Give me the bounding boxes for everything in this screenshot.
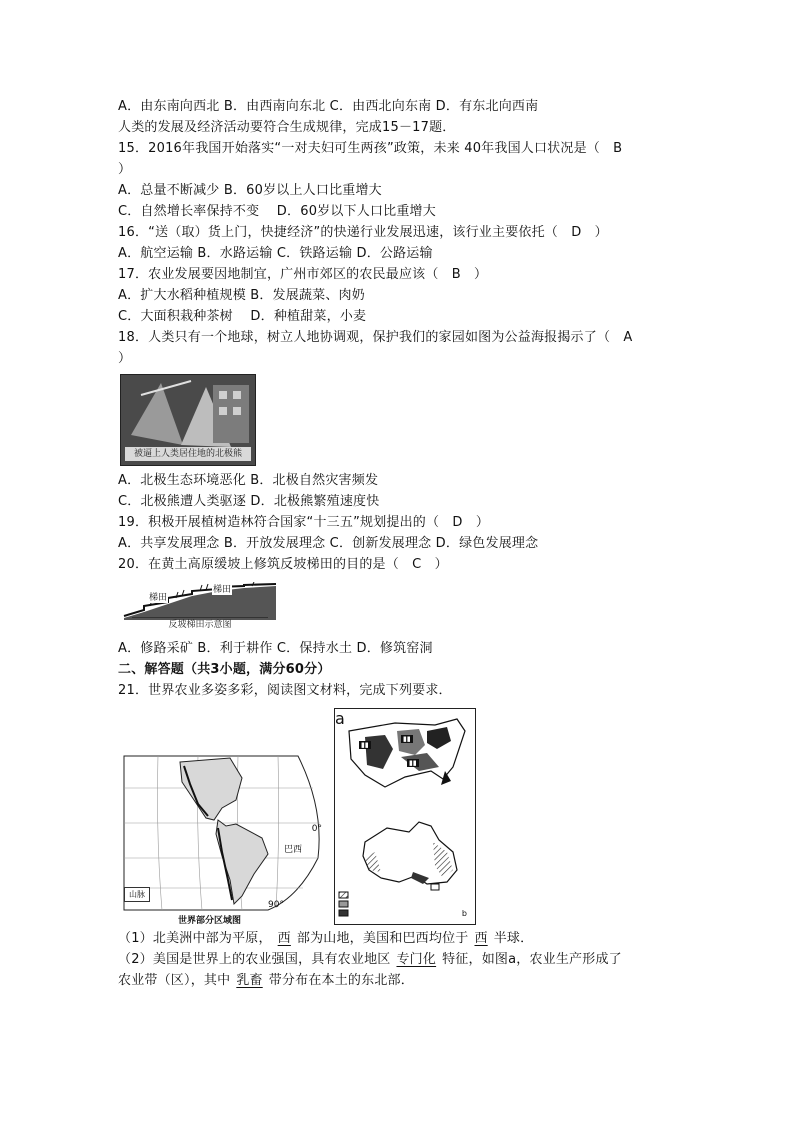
world-map-title: 世界部分区域图	[178, 916, 242, 926]
q15-options-ab: A．总量不断减少 B．60岁以上人口比重增大	[118, 183, 382, 198]
q20-options: A．修路采矿 B．利于耕作 C．保持水土 D．修筑窑洞	[118, 641, 433, 656]
us-map-graphic	[335, 709, 475, 813]
q21-1-answer-2: 西	[474, 931, 488, 946]
polar-bear-poster-image	[120, 374, 256, 466]
q19-options: A．共享发展理念 B．开放发展理念 C．创新发展理念 D．绿色发展理念	[118, 536, 539, 551]
world-region-map	[118, 748, 326, 928]
q16-options: A．航空运输 B．水路运输 C．铁路运输 D．公路运输	[118, 246, 433, 261]
q21-2-text-b: 特征，如图a，农业生产形成了	[442, 952, 622, 967]
meridian-90-label: 90°	[268, 900, 284, 910]
q21-1-text-c: 半球．	[493, 931, 534, 946]
q21-part2-line2	[118, 972, 414, 990]
q18-options-cd: C．北极熊遭人类驱逐 D．北极熊繁殖速度快	[118, 494, 380, 509]
equator-0-label: 0°	[311, 824, 322, 834]
q17-options-ab: A．扩大水稻种植规模 B．发展蔬菜、肉奶	[118, 288, 365, 303]
q21-2-answer-2: 乳畜	[236, 973, 263, 988]
q15-close: ）	[118, 162, 132, 177]
q21-1-text-a: （1）北美洲中部为平原，	[118, 931, 272, 946]
q21-part2-line1	[118, 951, 622, 969]
q18-close: ）	[118, 351, 132, 366]
q17-stem: 17．农业发展要因地制宜，广州市郊区的农民最应该（ B ）	[118, 267, 488, 282]
q21-stem: 21．世界农业多姿多彩，阅读图文材料，完成下列要求．	[118, 683, 452, 698]
q21-2-answer-1: 专门化	[396, 952, 437, 967]
terrace-slope-graphic	[120, 582, 280, 620]
australia-map-graphic	[335, 812, 475, 924]
us-belt-label-3: ▮▮	[409, 759, 417, 767]
us-belt-label-1: ▮▮	[361, 741, 369, 749]
q21-2-text-d: 带分布在本土的东北部．	[268, 973, 414, 988]
terrace-label-1: 梯田	[148, 590, 168, 603]
terrace-label-2: 梯田	[212, 582, 232, 595]
q21-part1	[118, 930, 533, 948]
q21-2-text-c: 农业带（区），其中	[118, 973, 231, 988]
brazil-label: 巴西	[284, 845, 303, 855]
terrace-diagram	[120, 582, 280, 632]
q21-1-answer-1: 西	[277, 931, 291, 946]
australia-agriculture-map	[334, 812, 476, 925]
us-agriculture-belt-map	[334, 708, 476, 814]
aus-map-label-b: b	[461, 909, 467, 918]
q21-1-text-b: 部为山地，美国和巴西均位于	[296, 931, 469, 946]
q18-options-ab: A．北极生态环境恶化 B．北极自然灾害频发	[118, 473, 379, 488]
us-belt-label-2: ▮▮	[403, 735, 411, 743]
terrace-caption: 反坡梯田示意图	[132, 617, 268, 632]
q21-2-text-a: （2）美国是世界上的农业强国，具有农业地区	[118, 952, 391, 967]
q19-stem: 19．积极开展植树造林符合国家“十三五”规划提出的（ D ）	[118, 515, 490, 530]
q17-options-cd: C．大面积栽种茶树 D．种植甜菜，小麦	[118, 309, 367, 324]
q16-stem: 16．“送（取）货上门，快捷经济”的快递行业发展迅速，该行业主要依托（ D ）	[118, 225, 608, 240]
q14-options: A．由东南向西北 B．由西南向东北 C．由西北向东南 D．有东北向西南	[118, 99, 539, 114]
q18-stem: 18．人类只有一个地球，树立人地协调观，保护我们的家园如图为公益海报揭示了（ A	[118, 330, 633, 345]
q15-options-cd: C．自然增长率保持不变 D．60岁以下人口比重增大	[118, 204, 436, 219]
q15-stem: 15．2016年我国开始落实“一对夫妇可生两孩”政策，未来 40年我国人口状况是（ B	[118, 141, 623, 156]
world-map-legend: 山脉	[124, 887, 150, 902]
section2-heading: 二、解答题（共3小题，满分60分）	[118, 662, 331, 677]
intro-15-17: 人类的发展及经济活动要符合生成规律，完成15－17题．	[118, 120, 456, 135]
poster-caption: 被逼上人类居住地的北极熊	[125, 447, 251, 461]
us-map-label-a: a	[335, 709, 345, 728]
q20-stem: 20．在黄土高原缓坡上修筑反坡梯田的目的是（ C ）	[118, 557, 448, 572]
